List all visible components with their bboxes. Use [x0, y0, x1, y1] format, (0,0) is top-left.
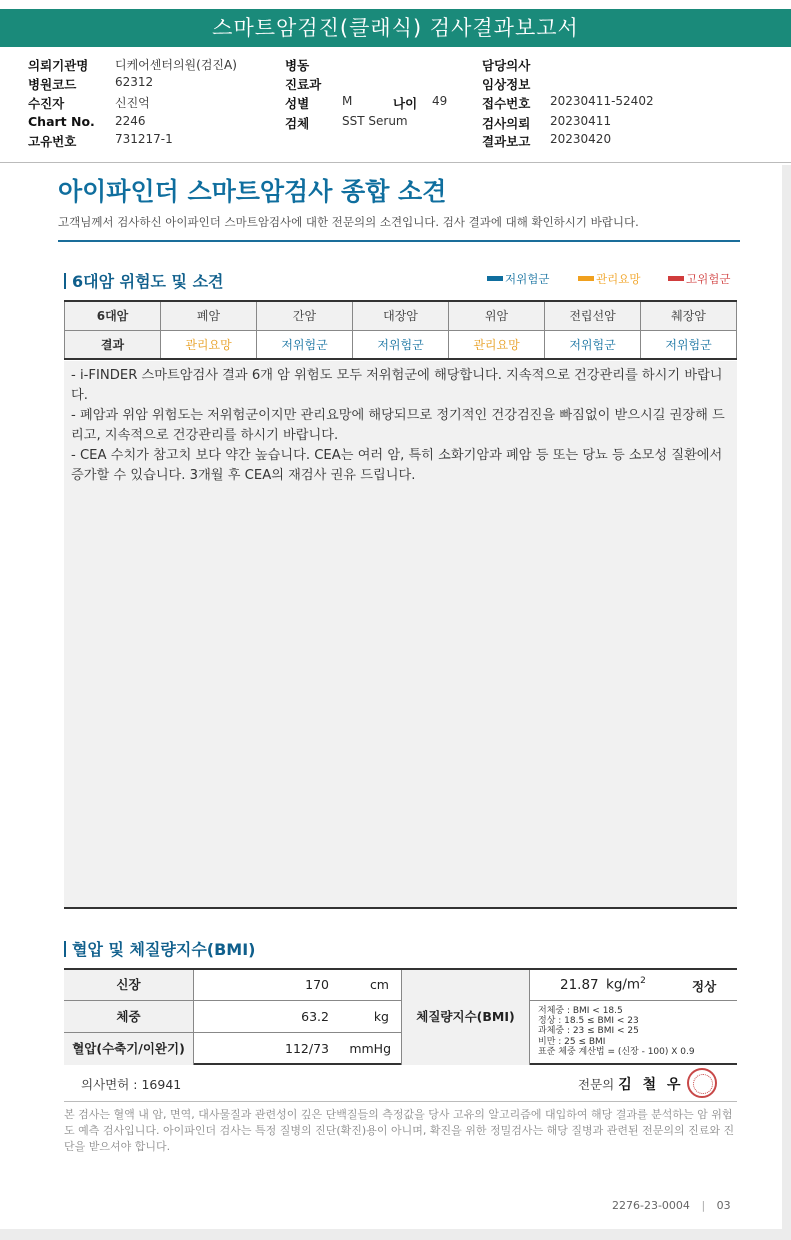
- risk-header-label: 6대암: [65, 301, 161, 330]
- report-label: 결과보고: [482, 134, 531, 149]
- doctor-prefix: 전문의: [578, 1077, 615, 1092]
- cancer-result: 저위험군: [257, 330, 353, 359]
- bmi-table: [64, 968, 737, 1065]
- risk-section-title: [64, 269, 224, 292]
- hospital-code-value: 62312: [115, 75, 154, 89]
- bp-cell: [194, 1033, 402, 1065]
- legend-low: [487, 271, 549, 287]
- disclaimer: 본 검사는 혈액 내 암, 면역, 대사물질과 관련성이 깊은 단백질들의 측정값을 당사 고유의 알고리즘에 대입하여 해당 결과를 분석하는 암 위험도 예측 검사입니다. 아이파인더 검사는 특정 질병의 진단(확진)용이 아니며, 확진을 위한 정밀검사는 해당 질병과 관련된 전문의의 진료와 진단을 받으셔야 합니다.: [64, 1108, 735, 1153]
- legend-label-low: 저위험군: [505, 272, 550, 286]
- height-cell: [194, 970, 402, 1001]
- bmi-range: 비만 : 25 ≤ BMI: [538, 1036, 606, 1047]
- request-label: 검사의뢰: [482, 116, 531, 131]
- weight-unit: kg: [373, 1009, 389, 1024]
- footer-separator: |: [701, 1199, 706, 1212]
- bmi-unit: [606, 976, 646, 993]
- bmi-range: 저체중 : BMI < 18.5: [538, 1006, 623, 1016]
- height-label: 신장: [64, 970, 194, 1001]
- hospital-code-label: 병원코드: [28, 77, 77, 92]
- bmi-unit-sup: 2: [640, 976, 646, 986]
- doctor-name: 김 철 우: [618, 1077, 684, 1093]
- patient-label: 수진자: [28, 96, 65, 111]
- age-value: 49: [432, 94, 448, 108]
- cancer-name: 간암: [257, 301, 353, 330]
- legend-watch: [578, 271, 640, 287]
- report-title: 스마트암검진(클래식) 검사결과보고서: [0, 9, 791, 47]
- weight-cell: [194, 1001, 402, 1033]
- cancer-result: 저위험군: [545, 330, 641, 359]
- ward-label: 병동: [285, 58, 310, 73]
- report-value: 20230420: [550, 132, 612, 146]
- footer-page: 03: [716, 1199, 731, 1212]
- bmi-status: 정상: [692, 979, 717, 994]
- legend-swatch-watch: [578, 276, 594, 281]
- sex-value: M: [342, 94, 353, 108]
- sex-label: 성별: [285, 96, 310, 111]
- cancer-name: 위암: [449, 301, 545, 330]
- doctor-label: 담당의사: [482, 58, 531, 73]
- comment-line: - 폐암과 위암 위험도는 저위험군이지만 관리요망에 해당되므로 정기적인 건강검진을 빠짐없이 받으시길 권장해 드리고, 지속적으로 건강관리를 하시기 바랍니다.: [71, 408, 725, 443]
- bmi-section-title: [64, 937, 255, 960]
- height-unit: cm: [369, 977, 389, 992]
- section-bar: [64, 941, 66, 957]
- cancer-result: 저위험군: [641, 330, 737, 359]
- risk-section-label: 6대암 위험도 및 소견: [72, 272, 224, 291]
- info-divider: [0, 162, 791, 163]
- specimen-label: 검체: [285, 116, 310, 131]
- doctor-signature: [578, 1074, 684, 1094]
- summary-title: 아이파인더 스마트암검사 종합 소견: [58, 177, 447, 206]
- patient-value: 신진억: [115, 96, 150, 110]
- bmi-range: 표준 체중 계산법 = (신장 - 100) X 0.9: [538, 1046, 695, 1057]
- receipt-value: 20230411-52402: [550, 94, 654, 108]
- page-shadow-bottom: [0, 1229, 791, 1240]
- bmi-ranges: [538, 1006, 737, 1057]
- risk-result-label: 결과: [65, 330, 161, 359]
- footer-code: 2276-23-0004: [612, 1199, 690, 1212]
- disclaimer-divider: [64, 1101, 737, 1102]
- legend-high: [668, 271, 730, 287]
- chart-label: Chart No.: [28, 114, 95, 129]
- footer: [612, 1199, 731, 1212]
- cancer-name: 췌장암: [641, 301, 737, 330]
- bp-value: 112/73: [285, 1041, 329, 1056]
- weight-label: 체중: [64, 1001, 194, 1033]
- risk-comments: [64, 361, 737, 909]
- doctor-seal-icon: [687, 1068, 717, 1098]
- chart-value: 2246: [115, 114, 146, 128]
- legend-swatch-high: [668, 276, 684, 281]
- cancer-result: 관리요망: [161, 330, 257, 359]
- legend-label-high: 고위험군: [686, 272, 731, 286]
- cancer-name: 폐암: [161, 301, 257, 330]
- page-shadow: [782, 165, 791, 1230]
- height-value: 170: [305, 977, 329, 992]
- clinical-label: 임상정보: [482, 77, 531, 92]
- dept-label: 진료과: [285, 77, 322, 92]
- risk-header-row: [65, 301, 737, 330]
- doctor-license: 의사면허 : 16941: [81, 1077, 182, 1092]
- bmi-label: 체질량지수(BMI): [402, 970, 530, 1065]
- comment-line: - i-FINDER 스마트암검사 결과 6개 암 위험도 모두 저위험군에 해당합니다. 지속적으로 건강관리를 하시기 바랍니다.: [71, 368, 723, 403]
- summary-subtitle: 고객님께서 검사하신 아이파인더 스마트암검사에 대한 전문의의 소견입니다. 검사 결과에 대해 확인하시기 바랍니다.: [58, 215, 639, 229]
- bmi-value-cell: [530, 970, 737, 1001]
- cancer-name: 전립선암: [545, 301, 641, 330]
- bmi-value: 21.87: [560, 977, 599, 993]
- unique-label: 고유번호: [28, 134, 77, 149]
- institution-value: 디케어센터의원(검진A): [115, 58, 237, 72]
- cancer-name: 대장암: [353, 301, 449, 330]
- bp-label: 혈압(수축기/이완기): [64, 1033, 194, 1065]
- bmi-unit-text: kg/m: [606, 976, 641, 993]
- weight-value: 63.2: [301, 1009, 329, 1024]
- section-bar: [64, 273, 66, 289]
- risk-table: [64, 300, 737, 360]
- institution-label: 의뢰기관명: [28, 58, 89, 73]
- receipt-label: 접수번호: [482, 96, 531, 111]
- request-value: 20230411: [550, 114, 612, 128]
- cancer-result: 관리요망: [449, 330, 545, 359]
- legend-swatch-low: [487, 276, 503, 281]
- specimen-value: SST Serum: [342, 114, 408, 128]
- bmi-range: 과체중 : 23 ≤ BMI < 25: [538, 1026, 639, 1037]
- summary-divider: [58, 240, 740, 242]
- patient-info: [0, 53, 791, 163]
- bmi-section-label: 혈압 및 체질량지수(BMI): [72, 940, 256, 959]
- cancer-result: 저위험군: [353, 330, 449, 359]
- risk-result-row: [65, 330, 737, 359]
- legend-label-watch: 관리요망: [596, 272, 641, 286]
- unique-value: 731217-1: [115, 132, 173, 146]
- bp-unit: mmHg: [349, 1041, 391, 1056]
- age-label: 나이: [393, 96, 418, 111]
- bmi-range: 정상 : 18.5 ≤ BMI < 23: [538, 1016, 639, 1027]
- comment-line: - CEA 수치가 참고치 보다 약간 높습니다. CEA는 여러 암, 특히 소화기암과 폐암 등 또는 당뇨 등 소모성 질환에서 증가할 수 있습니다. 3개월 후 CEA의 재검사 권유 드립니다.: [71, 448, 723, 483]
